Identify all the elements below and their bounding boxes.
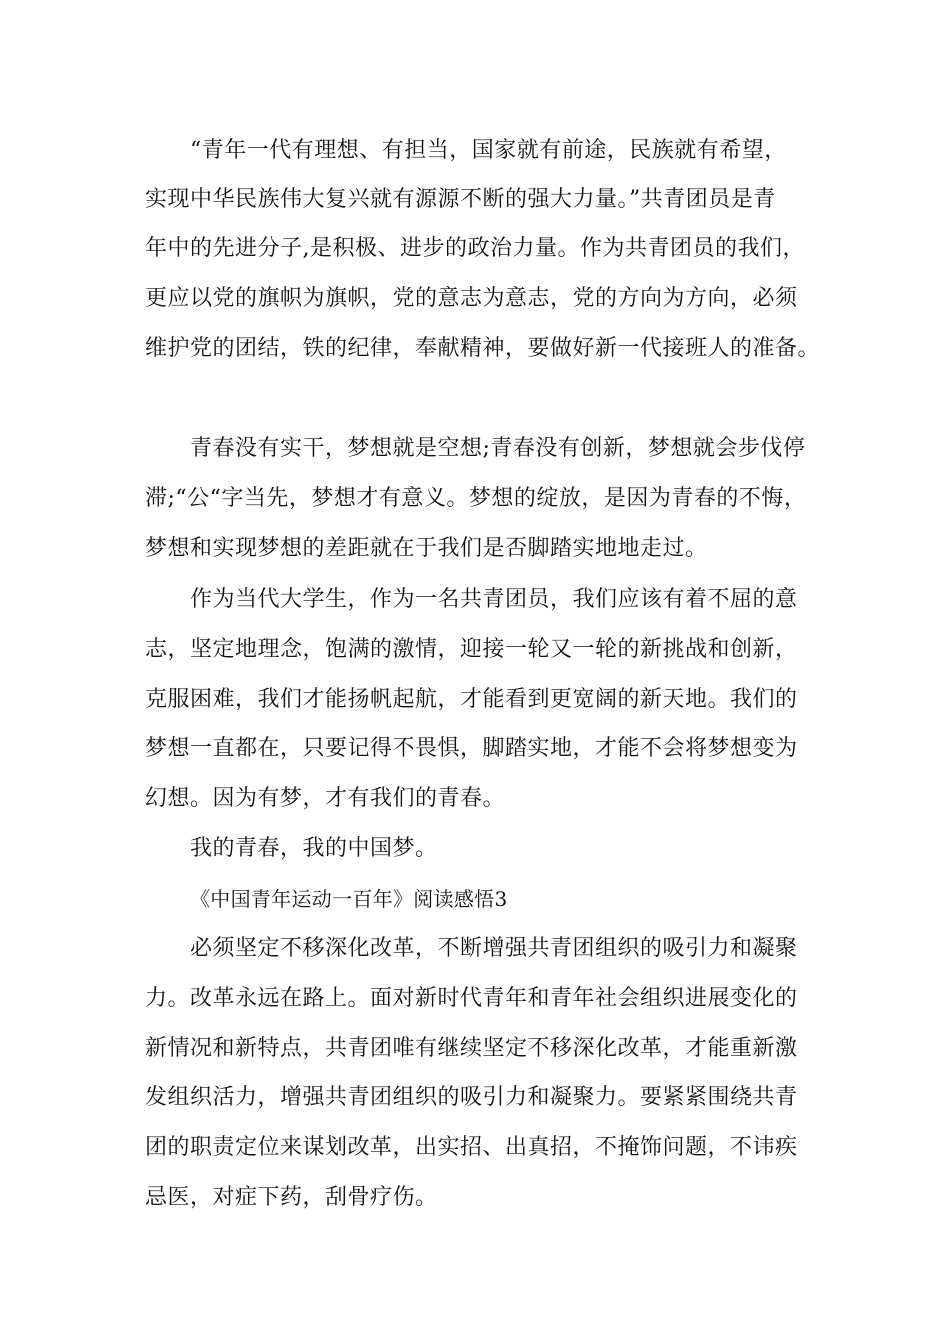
text-line: 发组织活力，增强共青团组织的吸引力和凝聚力。要紧紧围绕共青 <box>145 1085 798 1110</box>
text-line: 团的职责定位来谋划改革，出实招、出真招，不掩饰问题，不讳疾 <box>145 1135 798 1160</box>
section-title: 《中国青年运动一百年》阅读感悟3 <box>190 887 508 911</box>
text-line: “青年一代有理想、有担当，国家就有前途，民族就有希望， <box>190 138 787 163</box>
text-line: 青春没有实干，梦想就是空想;青春没有创新，梦想就会步伐停 <box>190 436 806 461</box>
text-line: 忌医，对症下药，刮骨疗伤。 <box>145 1185 438 1210</box>
text-line: 年中的先进分子,是积极、进步的政治力量。作为共青团员的我们， <box>145 236 805 261</box>
text-line: 作为当代大学生，作为一名共青团员，我们应该有着不屈的意 <box>190 587 798 612</box>
text-line: 必须坚定不移深化改革，不断增强共青团组织的吸引力和凝聚 <box>190 936 798 961</box>
text-line: 滞;“公“字当先，梦想才有意义。梦想的绽放，是因为青春的不悔， <box>145 486 807 511</box>
text-line: 实现中华民族伟大复兴就有源源不断的强大力量。”共青团员是青 <box>145 187 776 212</box>
text-line: 我的青春，我的中国梦。 <box>190 836 438 861</box>
text-line: 幻想。因为有梦，才有我们的青春。 <box>145 786 506 811</box>
text-line: 新情况和新特点，共青团唯有继续坚定不移深化改革，才能重新激 <box>145 1036 798 1061</box>
text-line: 更应以党的旗帜为旗帜，党的意志为意志，党的方向为方向，必须 <box>145 286 798 311</box>
text-line: 梦想和实现梦想的差距就在于我们是否脚踏实地地走过。 <box>145 536 708 561</box>
text-line: 梦想一直都在，只要记得不畏惧，脚踏实地，才能不会将梦想变为 <box>145 736 798 761</box>
text-line: 力。改革永远在路上。面对新时代青年和青年社会组织进展变化的 <box>145 986 798 1011</box>
text-line: 维护党的团结，铁的纪律，奉献精神，要做好新一代接班人的准备。 <box>145 336 821 361</box>
text-line: 克服困难，我们才能扬帆起航，才能看到更宽阔的新天地。我们的 <box>145 687 798 712</box>
text-line: 志，坚定地理念，饱满的激情，迎接一轮又一轮的新挑战和创新， <box>145 637 798 662</box>
